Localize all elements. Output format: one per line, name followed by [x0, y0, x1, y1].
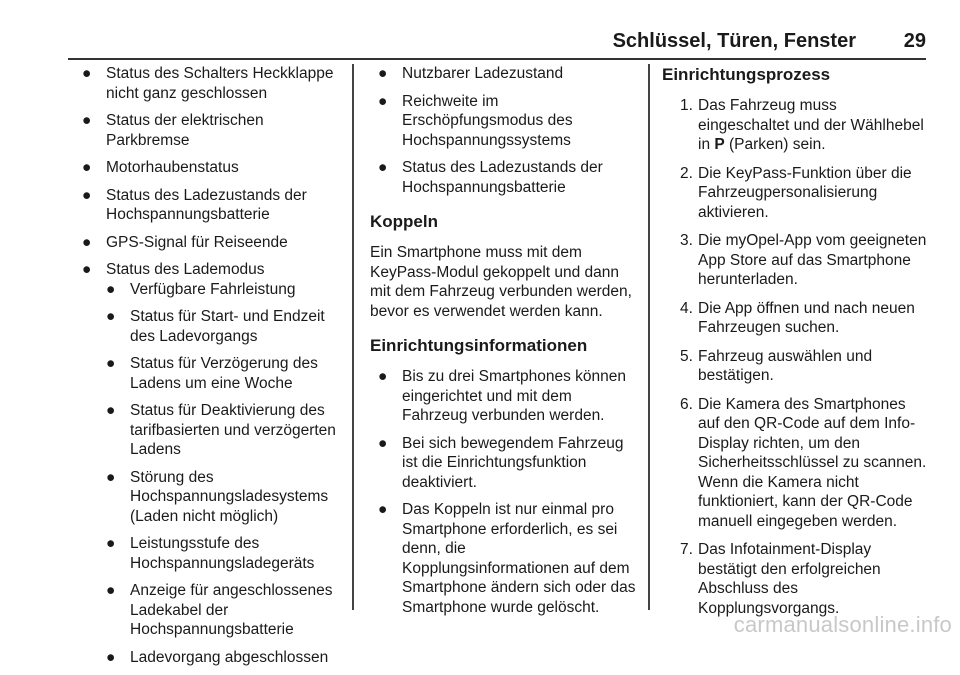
heading-einrichtungsinformationen: Einrichtungsinformationen [370, 336, 588, 355]
list-item: ● Status für Start- und Endzeit des Ladevorgangs [106, 308, 325, 345]
header-rule [68, 58, 926, 60]
page-header [500, 26, 926, 56]
list-item: ● Status für Deaktivierung des tarifbasierten und verzögerten Ladens [106, 402, 336, 458]
column-2 [370, 64, 636, 625]
list-item: ● Status der elektrischen Parkbremse [82, 112, 264, 149]
list-item: ● GPS-Signal für Reiseende [82, 233, 288, 251]
column-divider-1 [352, 64, 354, 610]
column-divider-2 [648, 64, 650, 610]
section-title: Schlüssel, Türen, Fenster [612, 30, 856, 52]
list-item: ● Störung des Hochspannungsladesystems (Laden nicht möglich) [106, 468, 329, 525]
list-item: ● Ladevorgang abgeschlossen [106, 648, 329, 666]
heading-einrichtungsprozess: Einrichtungsprozess [662, 65, 831, 84]
status-list [82, 64, 344, 667]
heading-koppeln: Koppeln [370, 212, 438, 231]
step-item: 4. Die App öffnen und nach neuen Fahrzeugen suchen. [680, 299, 915, 336]
charging-mode-sublist-continued [370, 64, 636, 197]
list-item: ● Status des Ladezustands der Hochspannungsbatterie [82, 186, 307, 223]
list-item: ● Anzeige für angeschlossenes Ladekabel der Hochspannungsbatterie [106, 582, 333, 638]
step-item: 2. Die KeyPass-Funktion über die Fahrzeugpersonalisierung aktivieren. [680, 164, 912, 221]
list-item: ● Status für Verzögerung des Ladens um eine Woche [106, 355, 318, 392]
step-item: 3. Die myOpel-App vom geeigneten App Store auf das Smartphone herunterladen. [680, 232, 927, 288]
paragraph: Ein Smartphone muss mit dem KeyPass-Modul gekoppelt und dann mit dem Fahrzeug verbunden werden, bevor es verwendet werden kann. [370, 244, 632, 320]
list-item: ● Bei sich bewegendem Fahrzeug ist die Einrichtungsfunktion deaktiviert. [378, 434, 624, 491]
list-item: ● Motorhaubenstatus [82, 159, 239, 176]
list-item: ● Nutzbarer Ladezustand [378, 65, 564, 82]
list-item: ● Leistungsstufe des Hochspannungsladegeräts [106, 535, 315, 572]
step-item: 5. Fahrzeug auswählen und bestätigen. [680, 347, 873, 384]
list-item: ● Status des Ladezustands der Hochspannungsbatterie [378, 159, 603, 196]
list-item: ● Das Koppeln ist nur einmal pro Smartphone erforderlich, es sei denn, die Kopplungsinformationen auf dem Smartphone ändern sich oder das Smartphone wurde gelöscht. [378, 501, 636, 616]
column-1 [82, 64, 344, 675]
list-item: ● Status des Lademodus ● Verfügbare Fahrleistung ● Status für Start- und Endzeit des Ladevorgangs ● Status für Verzögerung des Ladens um eine Woche ● Status für Deaktivierung des tarifbasierten und verzögerten Ladens ● Störung des Hochspannungsladesystems (Laden nicht möglich) ● Leistungsstufe des Hochspannungsladegeräts ● Anzeige für angeschlossenes Ladekabel der Hochspannungsbatterie ● Ladevorgang abgeschlossen [82, 260, 344, 667]
step-item: 1. Das Fahrzeug muss eingeschaltet und der Wählhebel in P (Parken) sein. [680, 97, 924, 153]
step-item: 6. Die Kamera des Smartphones auf den QR-Code auf dem Info-Display richten, um den Sicherheitsschlüssel zu scannen. Wenn die Kamera nicht funktioniert, kann der QR-Code manuell eingegeben werden. [680, 395, 927, 530]
list-item: ● Bis zu drei Smartphones können eingerichtet und mit dem Fahrzeug verbunden werden. [378, 368, 627, 424]
watermark: carmanualsonline.info [733, 612, 952, 637]
page-number: 29 [903, 30, 926, 52]
setup-info-list [370, 367, 636, 617]
column-3 [662, 64, 928, 627]
step-item: 7. Das Infotainment-Display bestätigt den erfolgreichen Abschluss des Kopplungsvorgangs. [680, 541, 881, 617]
charging-mode-sublist [106, 280, 344, 668]
list-item: ● Status des Schalters Heckklappe nicht ganz geschlossen [82, 65, 334, 102]
list-item: ● Verfügbare Fahrleistung [106, 280, 296, 298]
setup-steps [662, 96, 928, 618]
list-item: ● Reichweite im Erschöpfungsmodus des Hochspannungssystems [378, 92, 573, 149]
